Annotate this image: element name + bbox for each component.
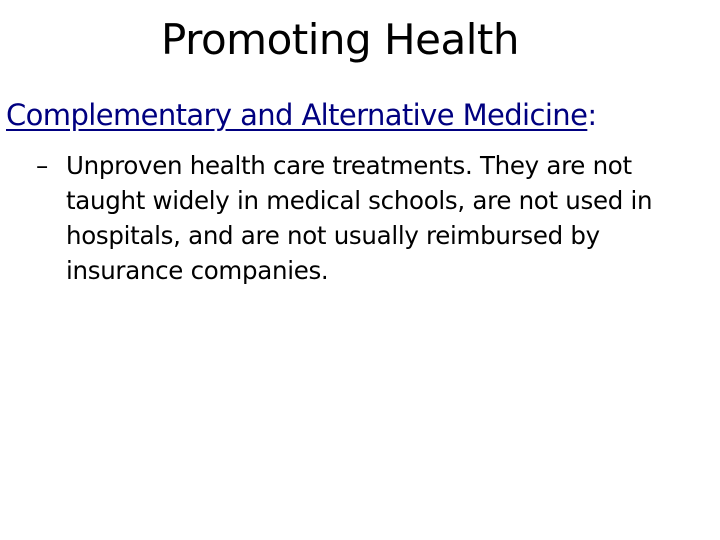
heading-term: Complementary and Alternative Medicine xyxy=(6,98,588,132)
heading-suffix: : xyxy=(587,98,597,132)
bullet-marker: – xyxy=(36,151,48,180)
slide-title: Promoting Health xyxy=(161,15,519,64)
bullet-lead: Unproven health care treatments. xyxy=(66,151,473,180)
bullet-text xyxy=(36,148,706,288)
slide-heading xyxy=(6,96,720,134)
bullet-rest: They are not taught widely in medical schools, are not used in hospitals, and are not usually reimbursed by insurance companies. xyxy=(66,151,653,285)
bullet-item xyxy=(36,148,706,288)
